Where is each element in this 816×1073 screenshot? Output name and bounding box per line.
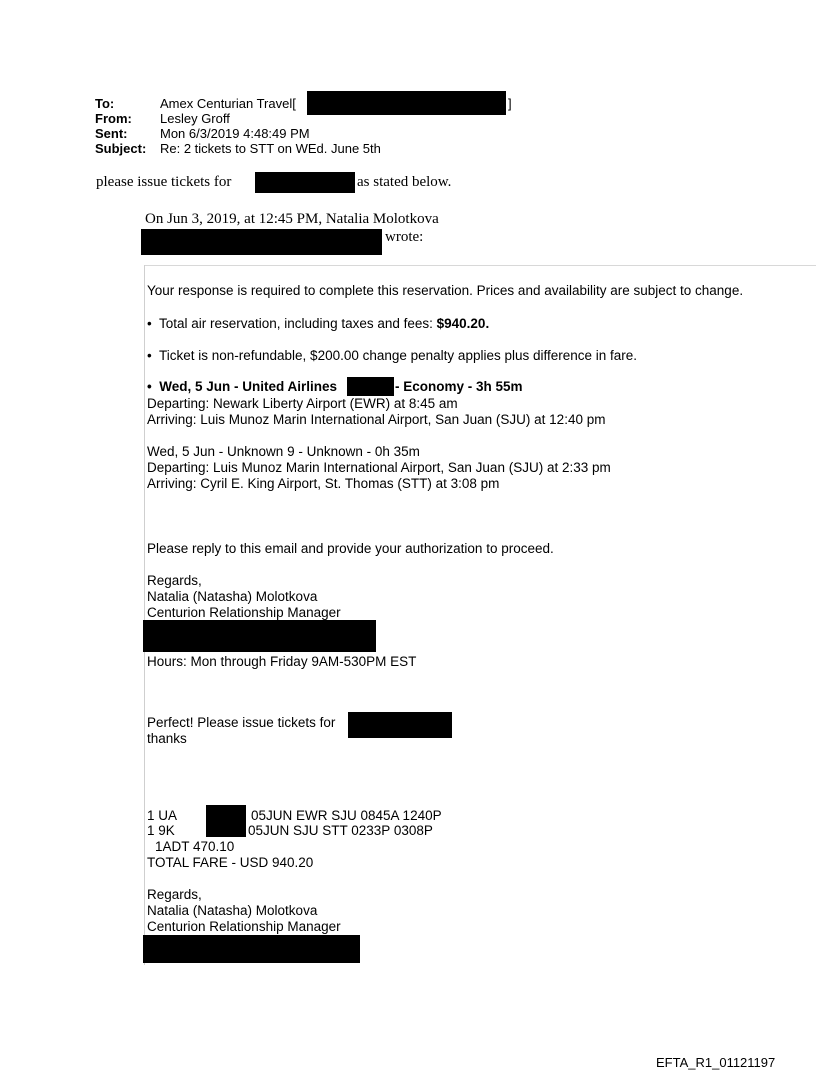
subject-label: Subject: [95, 141, 147, 156]
redaction-block [348, 712, 452, 738]
to-close-bracket: ] [508, 96, 512, 111]
from-value: Lesley Groff [160, 111, 230, 126]
flight2-heading: Wed, 5 Jun - Unknown 9 - Unknown - 0h 35m [147, 444, 420, 459]
to-value: Amex Centurian Travel[ [160, 96, 296, 111]
signature-title: Centurion Relationship Manager [147, 605, 341, 620]
bullet-refund-policy: • Ticket is non-refundable, $200.00 change penalty applies plus difference in fare. [147, 348, 638, 363]
flight1-heading-cont: - Economy - 3h 55m [395, 379, 523, 394]
itinerary-line-ua-detail: 05JUN EWR SJU 0845A 1240P [251, 808, 442, 823]
total-amount: $940.20. [436, 316, 490, 331]
office-hours: Hours: Mon through Friday 9AM-530PM EST [147, 654, 417, 669]
flight1-depart: Departing: Newark Liberty Airport (EWR) at 8:45 am [147, 396, 458, 411]
quote-intro-line: On Jun 3, 2019, at 12:45 PM, Natalia Molotkova [145, 211, 439, 227]
redaction-block [307, 91, 506, 115]
subject-value: Re: 2 tickets to STT on WEd. June 5th [160, 141, 381, 156]
flight2-arrive: Arriving: Cyril E. King Airport, St. Thomas (STT) at 3:08 pm [147, 476, 500, 491]
signature-name: Natalia (Natasha) Molotkova [147, 903, 318, 918]
flight1-heading: • Wed, 5 Jun - United Airlines [147, 379, 338, 394]
signature-title: Centurion Relationship Manager [147, 919, 341, 934]
redaction-block [143, 935, 360, 963]
flight1-arrive: Arriving: Luis Munoz Marin International Airport, San Juan (SJU) at 12:40 pm [147, 412, 606, 427]
from-label: From: [95, 111, 132, 126]
total-fare-line: TOTAL FARE - USD 940.20 [147, 855, 314, 870]
redaction-block [347, 377, 394, 396]
sent-value: Mon 6/3/2019 4:48:49 PM [160, 126, 310, 141]
response-required-text: Your response is required to complete this reservation. Prices and availability are subject to change. [147, 283, 744, 298]
sent-label: Sent: [95, 126, 128, 141]
itinerary-adt-fare: 1ADT 470.10 [155, 839, 235, 854]
itinerary-line-9k: 1 9K [147, 823, 175, 838]
reply-text-after: as stated below. [357, 174, 452, 190]
itinerary-line-9k-detail: 05JUN SJU STT 0233P 0308P [248, 823, 433, 838]
quote-divider [144, 265, 816, 266]
reply-request-text: Please reply to this email and provide your authorization to proceed. [147, 541, 554, 556]
redaction-block [143, 620, 376, 652]
to-label: To: [95, 96, 115, 111]
quote-intro-wrote: wrote: [385, 229, 424, 245]
perfect-text: Perfect! Please issue tickets for [147, 715, 336, 730]
flight2-depart: Departing: Luis Munoz Marin International Airport, San Juan (SJU) at 2:33 pm [147, 460, 611, 475]
document-id: EFTA_R1_01121197 [656, 1055, 776, 1070]
itinerary-line-ua: 1 UA [147, 808, 178, 823]
redaction-block [255, 172, 355, 193]
signature-name: Natalia (Natasha) Molotkova [147, 589, 318, 604]
redaction-block [141, 229, 382, 255]
bullet-total-fare: • Total air reservation, including taxes and fees: $940.20. [147, 316, 490, 331]
redaction-block [206, 805, 246, 837]
reply-text-before: please issue tickets for [96, 174, 232, 190]
regards-text: Regards, [147, 887, 202, 902]
thanks-text: thanks [147, 731, 187, 746]
regards-text: Regards, [147, 573, 202, 588]
quote-bar [144, 265, 145, 965]
